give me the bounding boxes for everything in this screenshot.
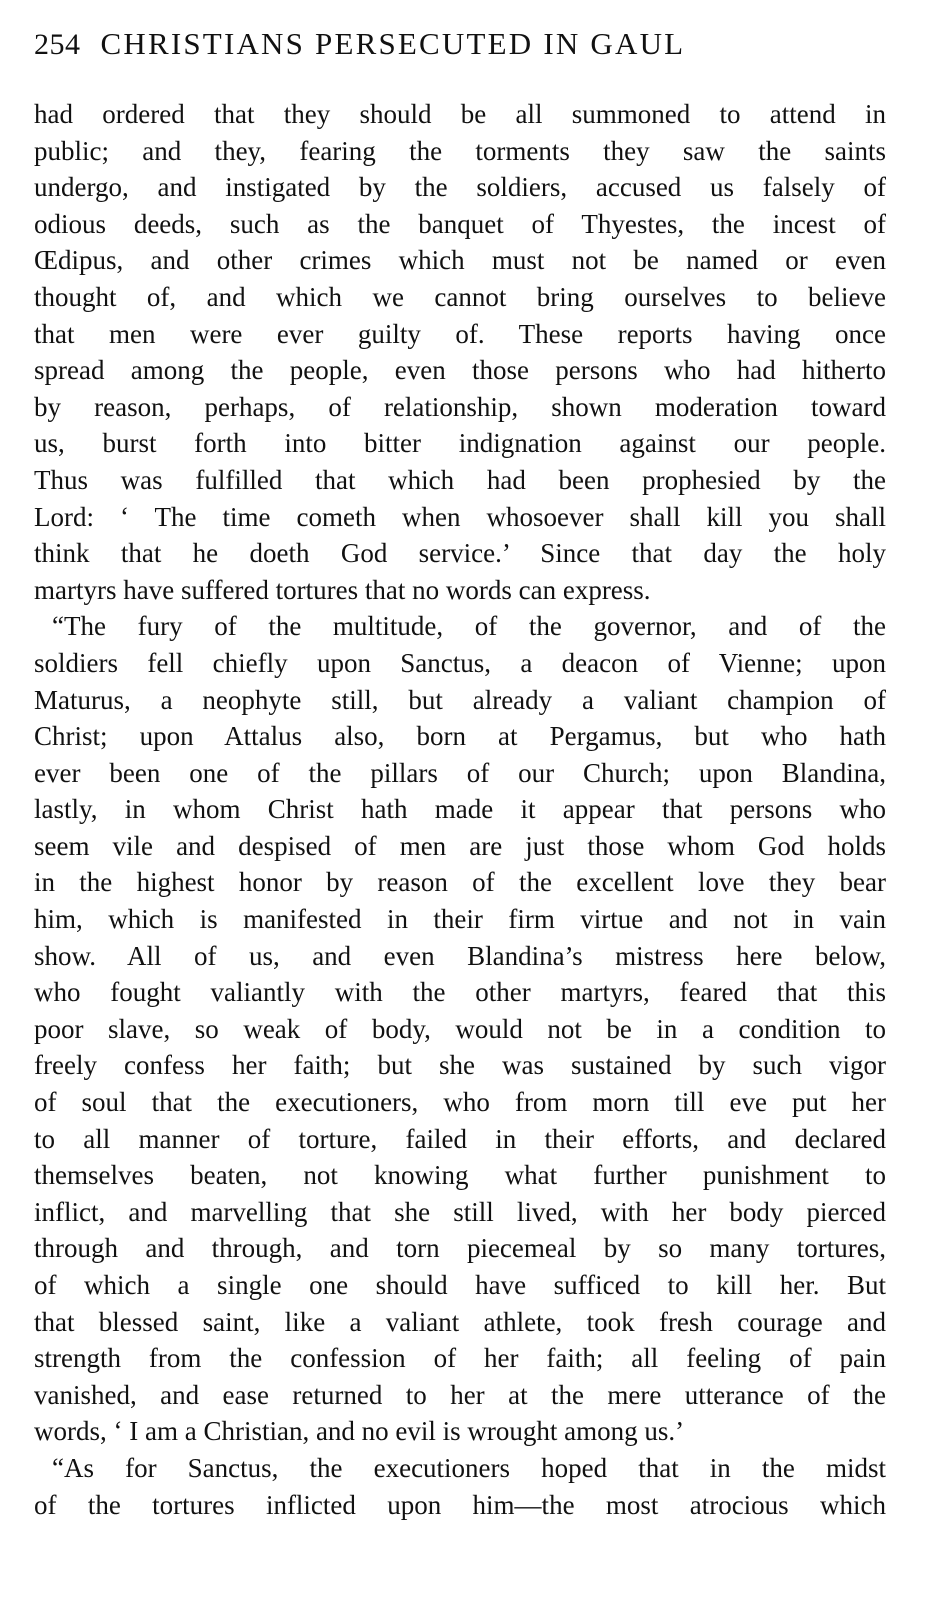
text-line: show. All of us, and even Blandina’s mistress here below, [34,940,886,971]
text-line: that blessed saint, like a valiant athlete, took fresh courage and [34,1306,886,1337]
text-line: ever been one of the pillars of our Church; upon Blandina, [34,757,886,788]
paragraph [34,608,886,1450]
book-page [34,26,886,1523]
text-line: words, ‘ I am a Christian, and no evil is wrought among us.’ [34,1416,685,1447]
text-line: who fought valiantly with the other martyrs, feared that this [34,977,886,1008]
page-number: 254 [34,28,81,61]
text-line: undergo, and instigated by the soldiers, accused us falsely of [34,172,886,203]
text-line: Maturus, a neophyte still, but already a valiant champion of [34,684,886,715]
paragraph [34,96,886,608]
text-line: of which a single one should have sufficed to kill her. But [34,1270,886,1300]
text-line: by reason, perhaps, of relationship, shown moderation toward [34,391,886,422]
text-line: Thus was fulfilled that which had been prophesied by the [34,464,886,495]
text-line: to all manner of torture, failed in their efforts, and declared [34,1123,886,1154]
text-line: that men were ever guilty of. These reports having once [34,318,886,349]
text-line: Christ; upon Attalus also, born at Pergamus, but who hath [34,721,886,752]
text-line: vanished, and ease returned to her at the mere utterance of the [34,1379,886,1410]
text-line: soldiers fell chiefly upon Sanctus, a deacon of Vienne; upon [34,647,886,678]
text-line: thought of, and which we cannot bring ourselves to believe [34,281,886,312]
text-line: seem vile and despised of men are just those whom God holds [34,830,886,861]
text-line: freely confess her faith; but she was sustained by such vigor [34,1050,886,1081]
text-line: public; and they, fearing the torments they saw the saints [34,135,886,166]
text-line: in the highest honor by reason of the excellent love they bear [34,867,886,898]
text-line: strength from the confession of her faith; all feeling of pain [34,1343,886,1374]
paragraph [34,1450,886,1523]
text-line: “The fury of the multitude, of the governor, and of the [52,611,886,642]
text-line: through and through, and torn piecemeal by so many tortures, [34,1233,886,1264]
text-line: spread among the people, even those persons who had hitherto [34,355,886,386]
running-head [34,26,886,74]
text-line: of soul that the executioners, who from morn till eve put her [34,1087,886,1118]
text-line: Lord: ‘ The time cometh when whosoever shall kill you shall [34,501,886,532]
text-line: themselves beaten, not knowing what further punishment to [34,1160,886,1191]
text-line: think that he doeth God service.’ Since that day the holy [34,538,886,569]
text-line: inflict, and marvelling that she still lived, with her body pierced [34,1196,886,1227]
text-line: him, which is manifested in their firm virtue and not in vain [34,904,886,935]
text-line: Œdipus, and other crimes which must not be named or even [34,245,886,276]
text-line: odious deeds, such as the banquet of Thyestes, the incest of [34,208,886,239]
text-line: poor slave, so weak of body, would not be in a condition to [34,1013,886,1044]
text-line: martyrs have suffered tortures that no words can express. [34,574,651,605]
running-title: CHRISTIANS PERSECUTED IN GAUL [100,26,686,61]
text-line: had ordered that they should be all summoned to attend in [34,99,886,129]
text-line: us, burst forth into bitter indignation against our people. [34,428,886,459]
text-line: of the tortures inflicted upon him—the most atrocious which [34,1489,886,1520]
body-text [34,96,886,1523]
text-line: lastly, in whom Christ hath made it appear that persons who [34,794,886,825]
text-line: “As for Sanctus, the executioners hoped that in the midst [52,1452,886,1483]
